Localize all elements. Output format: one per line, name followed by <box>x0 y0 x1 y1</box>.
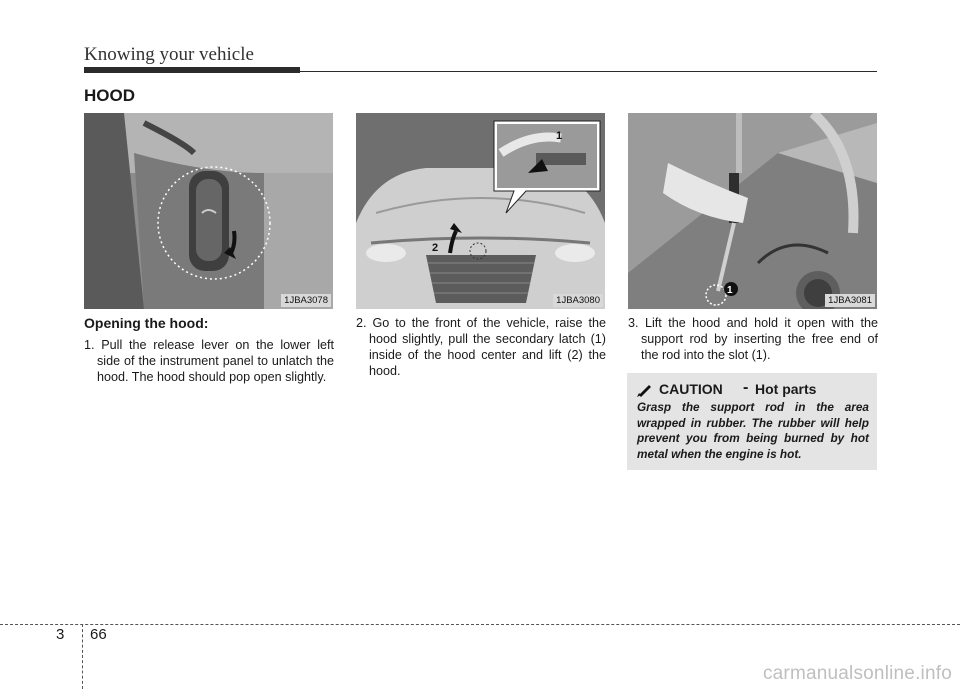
watermark: carmanualsonline.info <box>762 663 952 684</box>
step-1: 1. Pull the release lever on the lower left side of the instrument panel to unlatch the hood. The hood should pop open slightly. <box>84 338 334 384</box>
step-3: 3. Lift the hood and hold it open with the support rod by inserting the free end of the rod into the slot (1). <box>628 316 878 362</box>
callout-1: 1 <box>727 285 733 296</box>
page-number: 66 <box>90 626 107 643</box>
callout-1: 1 <box>556 130 563 142</box>
subheading-opening-hood: Opening the hood: <box>84 315 209 331</box>
caution-dash: - <box>743 379 749 396</box>
step-2: 2. Go to the front of the vehicle, raise the hood slightly, pull the secondary latch (1) inside of the hood center and lift (2) the hood. <box>356 316 606 378</box>
release-lever-illustration <box>84 113 333 309</box>
column-right <box>628 315 878 363</box>
vehicle-front-illustration <box>356 113 605 309</box>
footer-rule <box>0 624 960 625</box>
caution-word: CAUTION <box>659 381 723 397</box>
figure-code: 1JBA3080 <box>553 294 603 307</box>
figure-vehicle-front <box>356 113 605 309</box>
section-title: HOOD <box>84 86 135 105</box>
figure-release-lever <box>84 113 333 309</box>
caution-pencil-icon <box>637 383 653 397</box>
column-left <box>84 315 334 385</box>
header-rule <box>300 71 877 72</box>
support-rod-illustration <box>628 113 877 309</box>
page-header-title: Knowing your vehicle <box>84 44 254 65</box>
callout-2: 2 <box>432 242 439 254</box>
footer-divider <box>82 624 83 689</box>
caution-box <box>627 373 877 470</box>
figure-code: 1JBA3081 <box>825 294 875 307</box>
figure-support-rod <box>628 113 877 309</box>
caution-text: Grasp the support rod in the area wrapped in rubber. The rubber will help prevent you from being burned by hot metal when the engine is hot. <box>637 400 869 461</box>
column-middle <box>356 315 606 379</box>
header-bar <box>84 67 300 73</box>
caution-title: Hot parts <box>755 381 817 397</box>
chapter-number: 3 <box>56 626 65 643</box>
figure-code: 1JBA3078 <box>281 294 331 307</box>
